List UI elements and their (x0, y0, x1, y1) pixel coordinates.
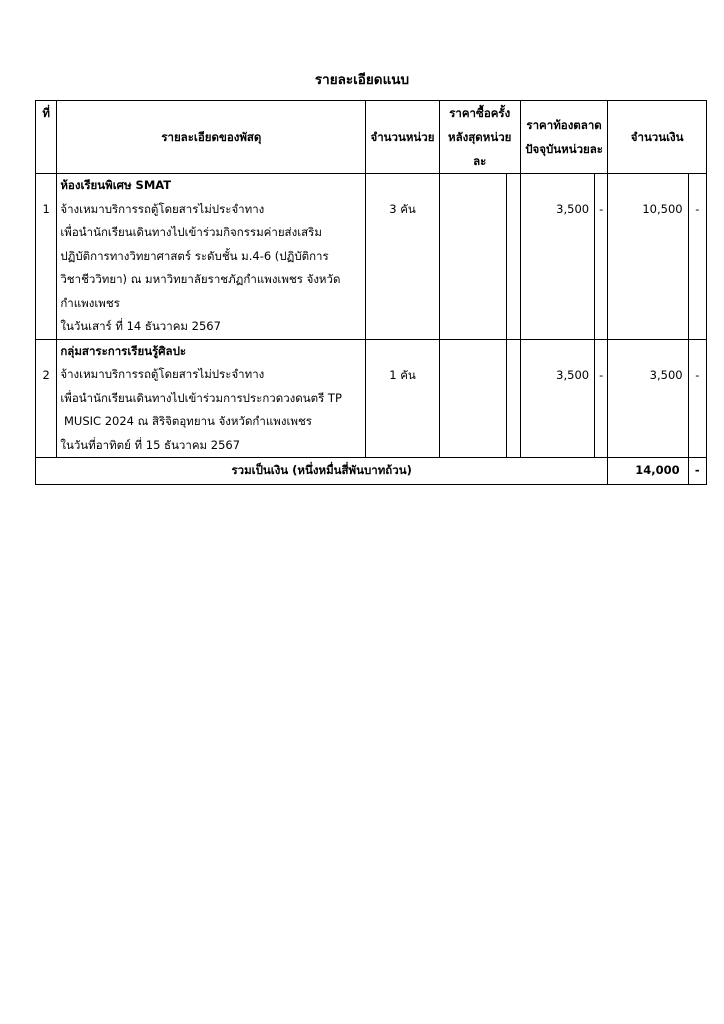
row-heading: ห้องเรียนพิเศษ SMAT (60, 178, 172, 192)
row-market-price: 3,500 (520, 339, 594, 458)
row-line: ในวันเสาร์ ที่ 14 ธันวาคม 2567 (60, 319, 221, 333)
row-line: วิชาชีววิทยา) ณ มหาวิทยาลัยราชภัฏกำแพงเพชร จังหวัด (60, 272, 341, 286)
row-last-price (439, 174, 506, 340)
header-last-price (439, 101, 520, 174)
total-amount: 14,000 (608, 458, 688, 485)
row-line: จ้างเหมาบริการรถตู้โดยสารไม่ประจำทาง (60, 367, 265, 381)
row-amount-dash: - (688, 174, 706, 340)
header-row (36, 101, 707, 174)
header-amount: จำนวนเงิน (608, 101, 707, 174)
row-no: 2 (36, 339, 57, 458)
row-quantity: 1 คัน (366, 339, 439, 458)
header-last-price-line2: หลังสุดหน่วยละ (448, 130, 512, 168)
row-description (57, 174, 366, 340)
row-line: MUSIC 2024 ณ สิริจิตอุทยาน จังหวัดกำแพงเพชร (60, 414, 312, 428)
row-amount: 10,500 (608, 174, 688, 340)
header-description: รายละเอียดของพัสดุ (57, 101, 366, 174)
row-last-price (439, 339, 506, 458)
row-market-price-dash: - (595, 174, 608, 340)
total-dash: - (688, 458, 706, 485)
row-line: ปฏิบัติการทางวิทยาศาสตร์ ระดับชั้น ม.4-6 (ปฏิบัติการ (60, 248, 329, 263)
row-line: ในวันที่อาทิตย์ ที่ 15 ธันวาคม 2567 (60, 437, 241, 452)
row-line: จ้างเหมาบริการรถตู้โดยสารไม่ประจำทาง (60, 201, 265, 216)
row-line: เพื่อนำนักเรียนเดินทางไปเข้าร่วมการประกวดวงดนตรี TP (60, 390, 342, 405)
row-description (57, 339, 366, 458)
header-market-price-line1: ราคาท้องตลาด (526, 118, 602, 132)
table-row (36, 174, 707, 340)
total-label: รวมเป็นเงิน (หนึ่งหมื่นสี่พันบาทถ้วน) (36, 458, 608, 485)
header-market-price (520, 101, 607, 174)
row-market-price-dash: - (595, 339, 608, 458)
row-line: เพื่อนำนักเรียนเดินทางไปเข้าร่วมกิจกรรมค่ายส่งเสริม (60, 225, 322, 239)
row-no: 1 (36, 174, 57, 340)
table-row (36, 339, 707, 458)
header-quantity: จำนวนหน่วย (366, 101, 439, 174)
header-last-price-line1: ราคาซื้อครั้ง (449, 106, 511, 120)
row-line: กำแพงเพชร (60, 295, 120, 310)
document-title: รายละเอียดแนบ (314, 72, 410, 88)
row-amount-dash: - (688, 339, 706, 458)
row-amount: 3,500 (608, 339, 688, 458)
row-heading: กลุ่มสาระการเรียนรู้ศิลปะ (60, 343, 187, 358)
row-market-price: 3,500 (520, 174, 594, 340)
details-table (35, 100, 707, 485)
total-row (36, 458, 707, 485)
row-last-price-dash (506, 339, 520, 458)
header-no: ที่ (36, 101, 57, 174)
header-market-price-line2: ปัจจุบันหน่วยละ (525, 142, 603, 156)
row-last-price-dash (506, 174, 520, 340)
row-quantity: 3 คัน (366, 174, 439, 340)
